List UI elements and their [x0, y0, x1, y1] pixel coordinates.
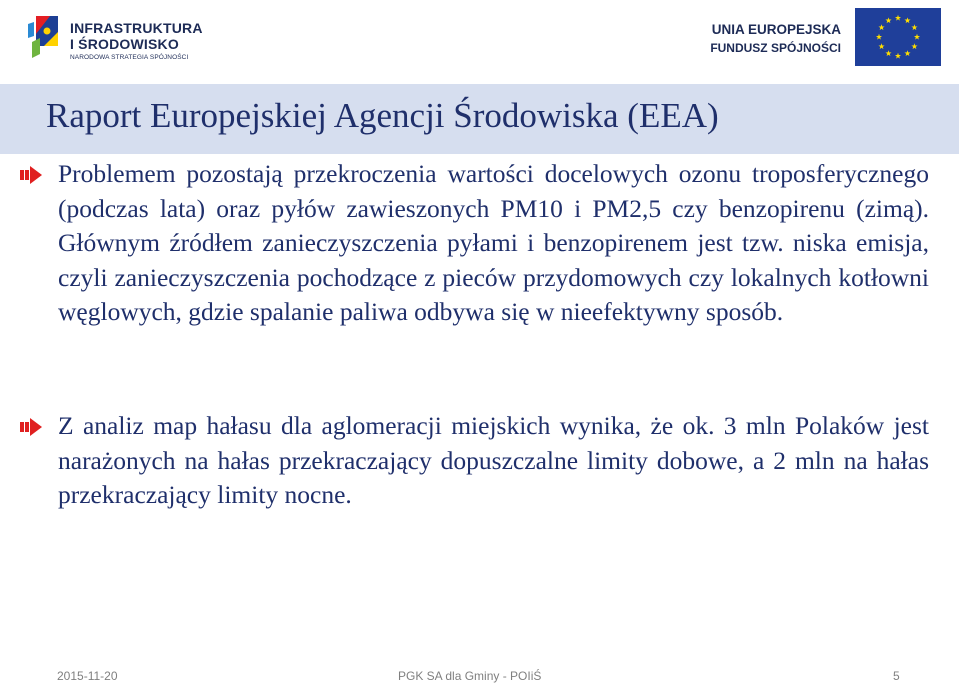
- slide-title: Raport Europejskiej Agencji Środowiska (EEA): [46, 96, 719, 135]
- red-arrow-icon: [20, 166, 42, 184]
- page-number: 5: [893, 669, 900, 683]
- eu-flag-icon: [855, 8, 941, 66]
- bullet-text: Problemem pozostają przekroczenia wartości docelowych ozonu troposferycznego (podczas lata) oraz pyłów zawieszonych PM10 i PM2,5 czy benzopirenu (zimą). Głównym źródłem zanieczyszczenia pyłami i benzopirenem jest tzw. niska emisja, czyli zanieczyszczenia pochodzące z pieców przydomowych czy lokalnych kotłowni węglowych, gdzie spalanie paliwa odbywa się w nieefektywny sposób.: [58, 159, 929, 326]
- poiis-logo-icon: [28, 12, 62, 62]
- footer-center: PGK SA dla Gminy - POIiŚ: [398, 669, 542, 683]
- footer-date: 2015-11-20: [57, 669, 118, 683]
- bullet-text: Z analiz map hałasu dla aglomeracji miejskich wynika, że ok. 3 mln Polaków jest narażonych na hałas przekraczający dopuszczalne limity dobowe, a 2 mln na hałas przekraczający limity nocne.: [58, 411, 929, 509]
- eu-cohesion-fund-logo: [711, 8, 941, 66]
- logo-right-line2: FUNDUSZ SPÓJNOŚCI: [710, 41, 841, 55]
- logo-left-line3: NARODOWA STRATEGIA SPÓJNOŚCI: [70, 54, 189, 61]
- logo-left-line1: INFRASTRUKTURA: [70, 20, 203, 36]
- infrastruktura-srodowisko-logo: [28, 12, 203, 64]
- logo-left-line2: I ŚRODOWISKO: [70, 36, 179, 52]
- logo-right-line1: UNIA EUROPEJSKA: [711, 22, 841, 37]
- red-arrow-icon: [20, 418, 42, 436]
